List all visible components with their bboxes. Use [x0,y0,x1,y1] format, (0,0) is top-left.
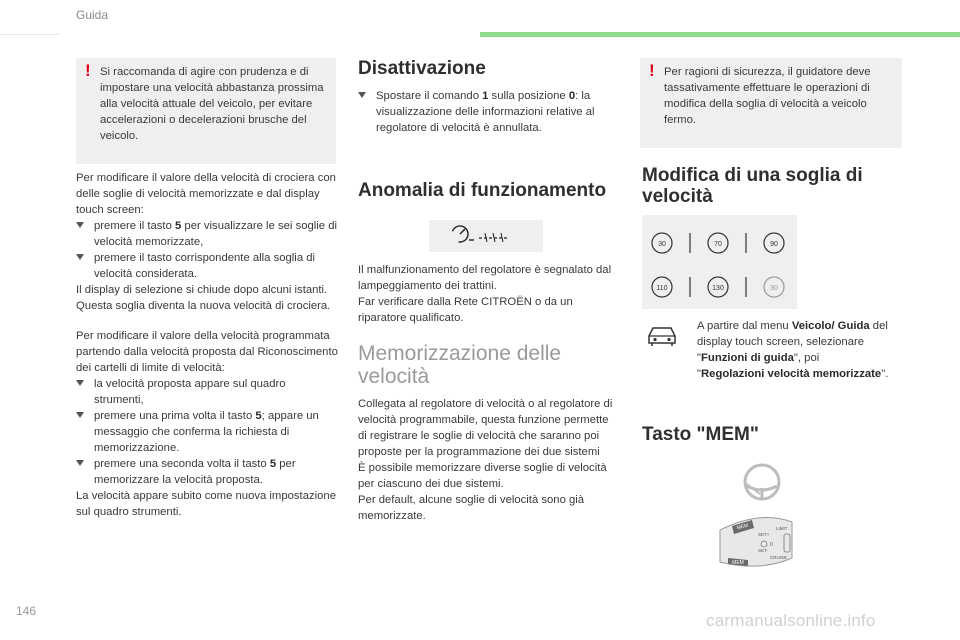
bullet-triangle-icon [76,380,84,386]
column-1-text [76,170,338,520]
text: premere il tasto corrispondente alla soglia di velocità considerata. [94,252,316,280]
speed-value: 130 [712,285,724,292]
set-plus-label: SET+ [758,532,770,537]
text: per memorizzare la velocità proposta. [94,458,296,486]
anomalia-text [358,262,622,326]
menu-instruction [697,318,889,382]
menu-name: Funzioni di guida [701,352,794,364]
text: Spostare il comando [376,90,483,102]
section-label: Guida [76,8,109,22]
zero-label: 0 [770,542,773,548]
header-rule [0,34,60,35]
steering-wheel-icon [745,465,779,499]
cruise-label: CRUISE [770,555,788,560]
bullet-triangle-icon [76,412,84,418]
paragraph: È possibile memorizzare diverse soglie di velocità per ciascuno dei due sistemi. [358,462,607,490]
caution-text-1: Si raccomanda di agire con prudenza e di impostare una velocità abbastanza prossima alla velocità attuale del veicolo, per evitare accelerazioni o decelerazioni brusche del veicolo. [100,66,324,142]
page-number: 146 [16,604,37,618]
bullet-triangle-icon [358,92,366,98]
text: : la visualizzazione delle informazioni relative al regolatore di velocità è annullata. [376,90,595,134]
speed-value: 110 [656,285,668,292]
menu-name: Regolazioni velocità memorizzate [701,368,882,380]
speed-row-1 [652,233,784,253]
key-number: 0 [568,90,576,102]
speed-value: 30 [658,241,666,248]
text: del display touch screen, selezionare " [697,320,888,364]
speed-value: 90 [770,241,778,248]
key-number: 5 [175,220,182,232]
key-number: 5 [269,458,277,470]
caution-text-2: Per ragioni di sicurezza, il guidatore deve tassativamente effettuare le operazioni di modifica della soglia di velocità a veicolo fermo. [664,66,871,126]
bullet-triangle-icon [76,222,84,228]
warning-exclamation-icon: ! [649,61,655,80]
list-item [76,408,338,456]
text: premere il tasto [94,220,175,232]
text: sulla posizione [488,90,569,102]
mem-label-2: MEM [732,560,744,566]
list-item [76,376,338,408]
speed-row-2 [652,277,784,297]
key-number: 1 [482,90,489,102]
text: per visualizzare le sei soglie di velocità memorizzate, [94,220,338,248]
key-number: 5 [255,410,262,422]
paragraph: Il display di selezione si chiude dopo alcuni istanti. [76,284,328,296]
paragraph: La velocità appare subito come nuova impostazione sul quadro strumenti. [76,490,336,518]
bullet-triangle-icon [76,254,84,260]
memorizzazione-text [358,396,620,524]
list-item [76,456,338,488]
limit-label: LIMIT [776,526,788,531]
disattivazione-text [358,88,620,136]
text: ". [881,368,889,380]
heading-memorizzazione: Memorizzazione delle velocità [358,342,562,388]
speed-value: 70 [714,241,722,248]
paragraph: Per modificare il valore della velocità programmata partendo dalla velocità proposta dal Riconoscimento dei cartelli di limite di velocità: [76,330,338,374]
vehicle-menu-icon [645,322,679,348]
section-color-bar [480,32,960,37]
paragraph: Per modificare il valore della velocità di crociera con delle soglie di velocità memorizzate e dal display touch screen: [76,172,336,216]
speed-value: 30 [770,285,778,292]
text: la velocità proposta appare sul quadro strumenti, [94,378,286,406]
paragraph: Far verificare dalla Rete CITROËN o da un riparatore qualificato. [358,296,573,324]
list-item [76,250,338,282]
cruise-fault-display [429,220,543,252]
text: ; appare un messaggio che conferma la richiesta di memorizzazione. [94,410,319,454]
paragraph: Collegata al regolatore di velocità o al regolatore di velocità programmabile, questa funzione permette di registrare le soglie di velocità che saranno poi proposte per la programmazione dei due sistemi [358,398,613,458]
text: premere una prima volta il tasto [94,410,256,422]
cruise-stalk-illustration [700,460,820,580]
heading-anomalia: Anomalia di funzionamento [358,180,607,201]
paragraph: Per default, alcune soglie di velocità sono già memorizzate. [358,494,585,522]
heading-modifica: Modifica di una soglia di velocità [642,165,863,207]
set-minus-label: SET- [758,548,769,553]
speed-thresholds-graphic [642,215,797,309]
list-item [358,88,620,136]
text: premere una seconda volta il tasto [94,458,270,470]
paragraph: Il malfunzionamento del regolatore è segnalato dal lampeggiamento dei trattini. [358,264,612,292]
heading-disattivazione: Disattivazione [358,58,486,79]
paragraph: Questa soglia diventa la nuova velocità di crociera. [76,300,331,312]
watermark-text: carmanualsonline.info [706,611,876,630]
cruise-dashes-icon [429,220,543,252]
speed-thresholds-panel [642,215,797,309]
warning-exclamation-icon: ! [85,61,91,80]
text: ", poi " [697,352,820,380]
caution-box-1 [76,58,336,164]
mem-label-1: MEM [736,522,750,532]
list-item [76,218,338,250]
bullet-triangle-icon [76,460,84,466]
caution-box-2 [640,58,902,148]
menu-name: Veicolo/ Guida [791,320,870,332]
heading-tasto-mem: Tasto "MEM" [642,424,759,445]
text: A partire dal menu [697,320,792,332]
